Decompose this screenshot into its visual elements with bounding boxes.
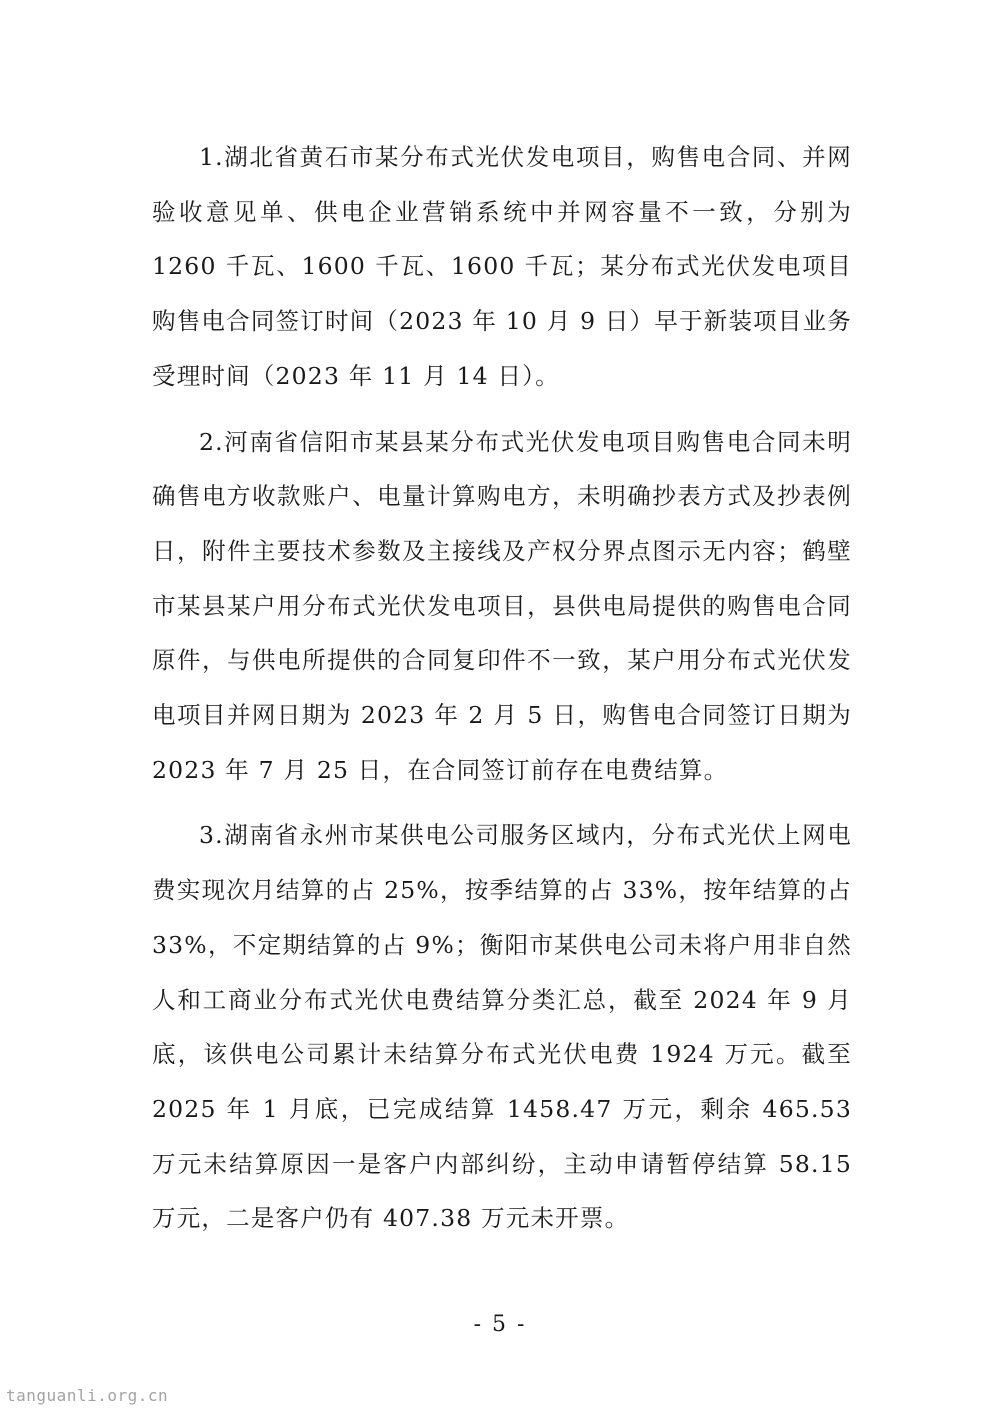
- page-number: - 5 -: [473, 1312, 527, 1337]
- watermark-text: tanguanli.org.cn: [6, 1386, 169, 1405]
- document-body: [152, 130, 852, 1257]
- paragraph-1: 1.湖北省黄石市某分布式光伏发电项目，购售电合同、并网验收意见单、供电企业营销系统中并网容量不一致，分别为 1260 千瓦、1600 千瓦、1600 千瓦；某分布式光伏发电项目购售电合同签订时间（2023 年 10 月 9 日）早于新装项目业务受理时间（2023 年 11 月 14 日）。: [152, 143, 852, 390]
- paragraph-2: 2.河南省信阳市某县某分布式光伏发电项目购售电合同未明确售电方收款账户、电量计算购电方，未明确抄表方式及抄表例日，附件主要技术参数及主接线及产权分界点图示无内容；鹤壁市某县某户用分布式光伏发电项目，县供电局提供的购售电合同原件，与供电所提供的合同复印件不一致，某户用分布式光伏发电项目并网日期为 2023 年 2 月 5 日，购售电合同签订日期为 2023 年 7 月 25 日，在合同签订前存在电费结算。: [152, 427, 852, 784]
- paragraph-3: 3.湖南省永州市某供电公司服务区域内，分布式光伏上网电费实现次月结算的占 25%，按季结算的占 33%，按年结算的占 33%，不定期结算的占 9%；衡阳市某供电公司未将户用非自然人和工商业分布式光伏电费结算分类汇总，截至 2024 年 9 月底，该供电公司累计未结算分布式光伏电费 1924 万元。截至 2025 年 1 月底，已完成结算 1458.47 万元，剩余 465.53 万元未结算原因一是客户内部纠纷，主动申请暂停结算 58.15 万元，二是客户仍有 407.38 万元未开票。: [152, 821, 852, 1233]
